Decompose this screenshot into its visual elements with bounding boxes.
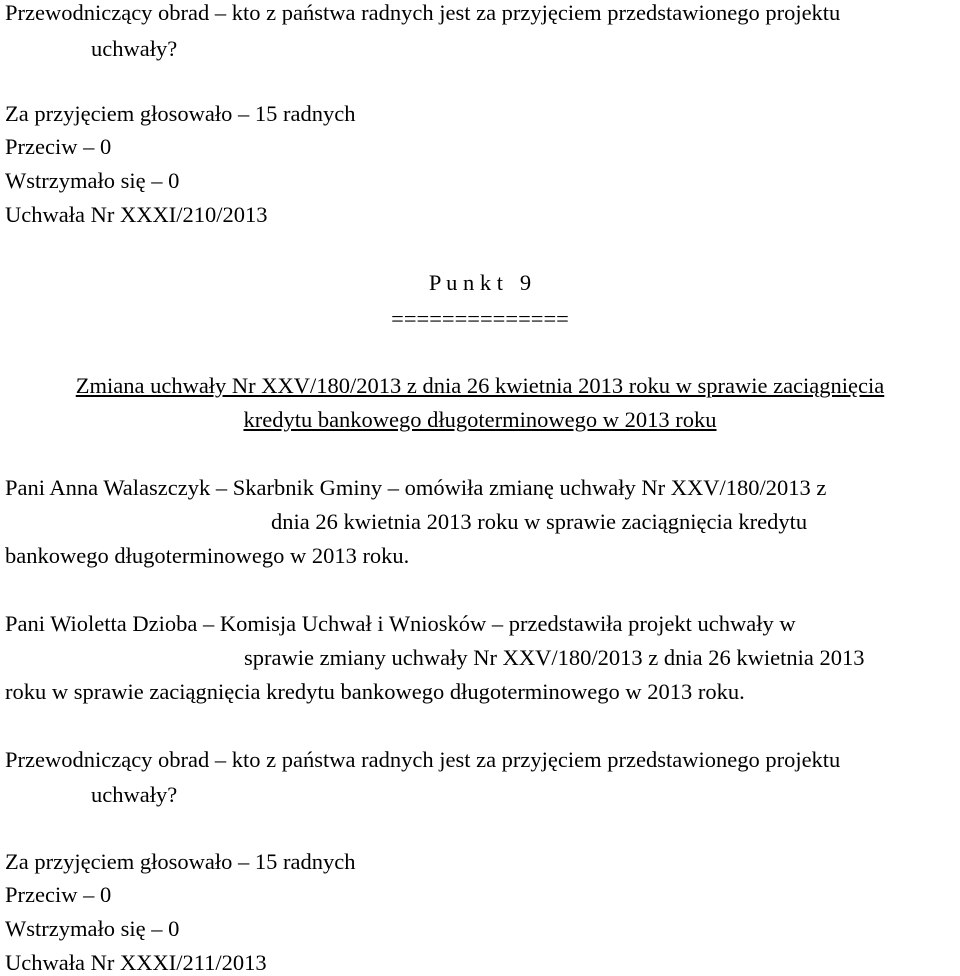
vote-abstain-2: Wstrzymało się – 0 (5, 916, 180, 941)
vote-for: Za przyjęciem głosowało – 15 radnych (5, 101, 356, 126)
chair-question-line-2: uchwały? (91, 36, 178, 61)
chair-question-2-line-1: Przewodniczący obrad – kto z państwa radnych jest za przyjęciem przedstawionego projektu (5, 747, 841, 772)
point-heading (0, 272, 960, 295)
anna-paragraph-line-3: bankowego długoterminowego w 2013 roku. (5, 543, 410, 568)
wioletta-paragraph-line-1: Pani Wioletta Dzioba – Komisja Uchwał i Wniosków – przedstawiła projekt uchwały w (5, 611, 796, 636)
chair-question-line-1: Przewodniczący obrad – kto z państwa radnych jest za przyjęciem przedstawionego projektu (5, 0, 841, 25)
wioletta-paragraph-line-2: sprawie zmiany uchwały Nr XXV/180/2013 z dnia 26 kwietnia 2013 (244, 645, 865, 670)
resolution-number-2: Uchwała Nr XXXI/211/2013 (5, 950, 267, 975)
point-heading-text: P u n k t 9 (428, 270, 532, 295)
chair-question-2-line-2: uchwały? (91, 782, 178, 807)
vote-abstain: Wstrzymało się – 0 (5, 168, 180, 193)
anna-paragraph-line-2: dnia 26 kwietnia 2013 roku w sprawie zaciągnięcia kredytu (271, 509, 808, 534)
anna-paragraph-line-1: Pani Anna Walaszczyk – Skarbnik Gminy – omówiła zmianę uchwały Nr XXV/180/2013 z (5, 475, 827, 500)
resolution-number: Uchwała Nr XXXI/210/2013 (5, 202, 268, 227)
wioletta-paragraph-line-3: roku w sprawie zaciągnięcia kredytu bankowego długoterminowego w 2013 roku. (5, 679, 745, 704)
vote-against-2: Przeciw – 0 (5, 882, 112, 907)
vote-for-2: Za przyjęciem głosowało – 15 radnych (5, 849, 356, 874)
point-separator: ============== (391, 306, 569, 331)
point-title-line-2: kredytu bankowego długoterminowego w 2013 roku (243, 407, 717, 432)
vote-against: Przeciw – 0 (5, 134, 112, 159)
point-title-line-1: Zmiana uchwały Nr XXV/180/2013 z dnia 26 kwietnia 2013 roku w sprawie zaciągnięcia (75, 373, 885, 398)
